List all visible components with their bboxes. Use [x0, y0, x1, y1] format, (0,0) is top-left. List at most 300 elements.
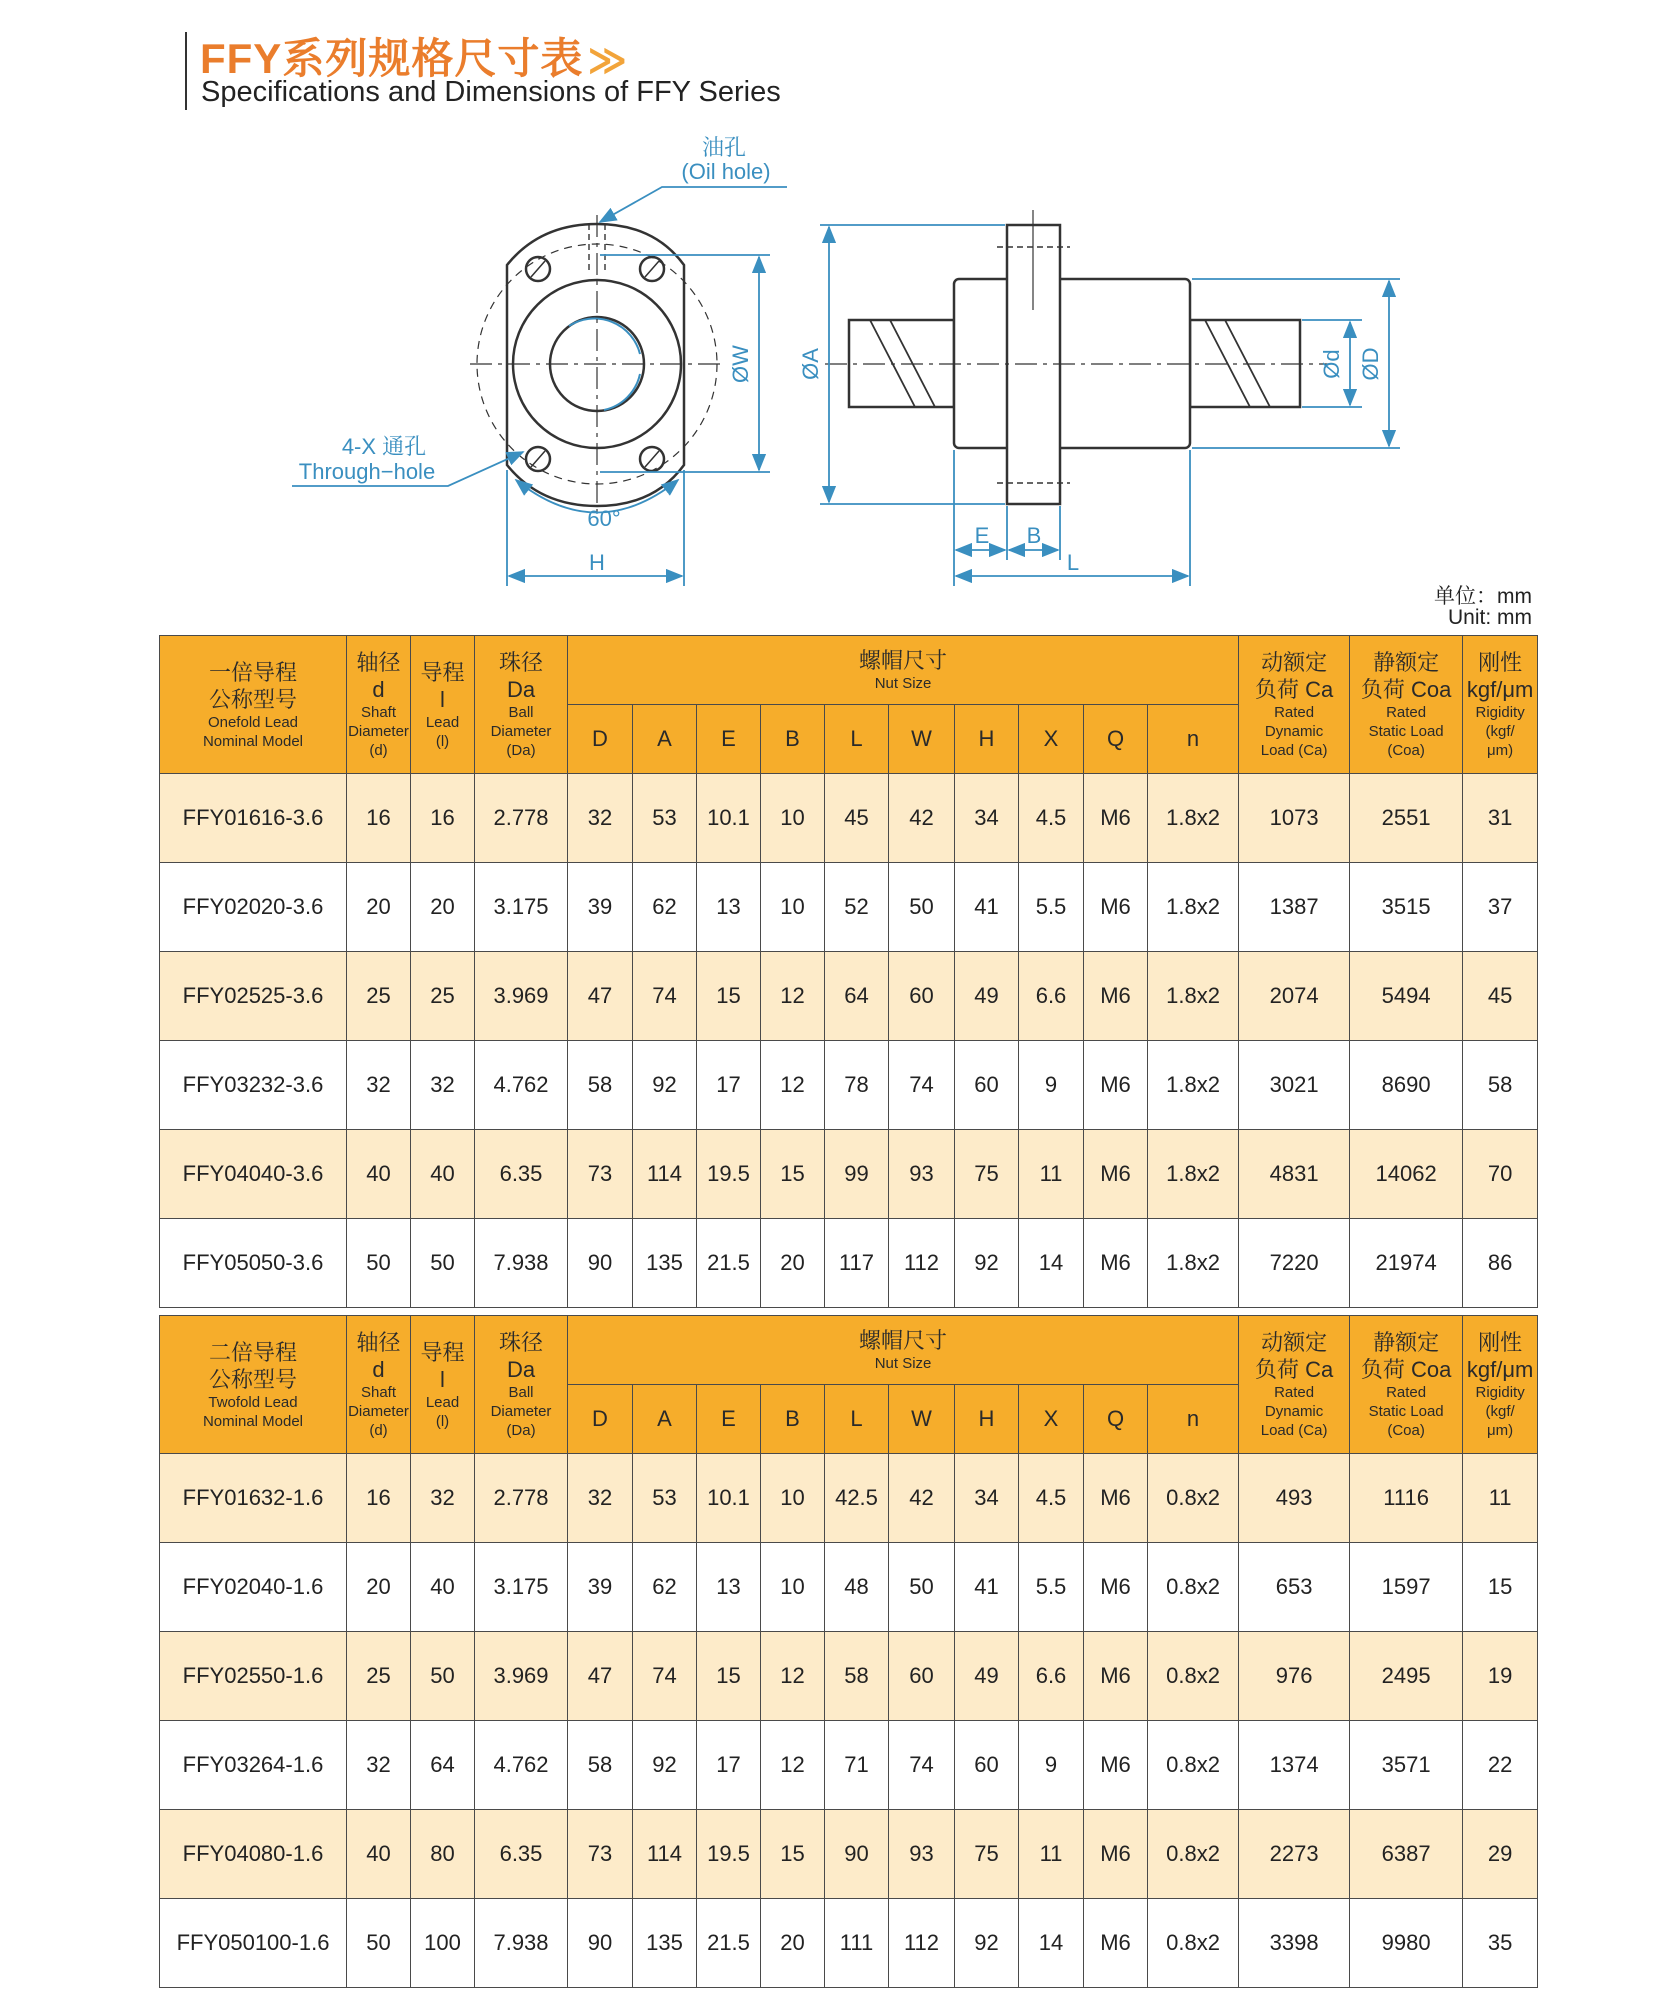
value-cell: 14 — [1019, 1219, 1084, 1308]
value-cell: 73 — [568, 1810, 633, 1899]
value-cell: 1073 — [1239, 774, 1350, 863]
value-cell: 74 — [633, 952, 697, 1041]
table-row — [160, 774, 1538, 863]
value-cell: 60 — [889, 1632, 955, 1721]
value-cell: 47 — [568, 952, 633, 1041]
header-nut-size-label: 螺帽尺寸 — [859, 648, 948, 673]
value-cell: 58 — [568, 1041, 633, 1130]
value-cell: 14 — [1019, 1899, 1084, 1988]
model-cell: FFY02020-3.6 — [160, 863, 347, 952]
value-cell: 50 — [411, 1219, 475, 1308]
value-cell: 41 — [955, 1543, 1019, 1632]
header-dynamic-load-sublabel: Dynamic — [1264, 723, 1324, 740]
header-shaft-diameter-label: 轴径 — [356, 1330, 401, 1355]
value-cell: 32 — [568, 1454, 633, 1543]
header-static-load-sublabel: Rated — [1386, 1384, 1427, 1401]
header-rigidity-sublabel: μm) — [1487, 742, 1514, 759]
header-ball-diameter-sublabel: Diameter — [490, 723, 552, 740]
value-cell: 52 — [825, 863, 889, 952]
value-cell: 93 — [889, 1810, 955, 1899]
dim-L-label: L — [1066, 550, 1080, 575]
value-cell: 493 — [1239, 1454, 1350, 1543]
value-cell: 40 — [347, 1130, 411, 1219]
value-cell: 2273 — [1239, 1810, 1350, 1899]
model-cell: FFY02040-1.6 — [160, 1543, 347, 1632]
header-ball-diameter-sublabel: Diameter — [490, 1403, 552, 1420]
value-cell: 4.762 — [475, 1721, 568, 1810]
header-static-load-sublabel: Static Load — [1368, 1403, 1444, 1420]
header-shaft-diameter-sublabel: (d) — [369, 742, 388, 759]
header-row — [160, 636, 1538, 705]
header-shaft-diameter-label: d — [372, 677, 385, 702]
front-view — [470, 215, 725, 516]
value-cell: 58 — [1463, 1041, 1538, 1130]
value-cell: M6 — [1084, 1632, 1148, 1721]
value-cell: 34 — [955, 774, 1019, 863]
header-nut-D: D — [568, 705, 633, 774]
value-cell: 47 — [568, 1632, 633, 1721]
value-cell: 3021 — [1239, 1041, 1350, 1130]
value-cell: 15 — [697, 1632, 761, 1721]
value-cell: 64 — [411, 1721, 475, 1810]
value-cell: M6 — [1084, 1041, 1148, 1130]
header-nut-L: L — [825, 705, 889, 774]
spec-table-twofold — [159, 1315, 1538, 1988]
header-rigidity-sublabel: (kgf/ — [1485, 723, 1515, 740]
model-cell: FFY02525-3.6 — [160, 952, 347, 1041]
unit-label-en: Unit: mm — [1448, 606, 1532, 629]
header-model-sublabel: Nominal Model — [202, 1412, 304, 1430]
value-cell: M6 — [1084, 774, 1148, 863]
value-cell: 50 — [347, 1219, 411, 1308]
value-cell: 20 — [347, 863, 411, 952]
header-dynamic-load-label: 动额定 — [1261, 1330, 1328, 1355]
value-cell: 49 — [955, 952, 1019, 1041]
header-static-load — [1350, 636, 1463, 774]
value-cell: 49 — [955, 1632, 1019, 1721]
value-cell: 70 — [1463, 1130, 1538, 1219]
value-cell: 86 — [1463, 1219, 1538, 1308]
value-cell: 20 — [347, 1543, 411, 1632]
value-cell: 16 — [347, 1454, 411, 1543]
header-static-load-label: 负荷 Coa — [1360, 1357, 1452, 1382]
value-cell: 60 — [955, 1041, 1019, 1130]
header-nut-A: A — [633, 705, 697, 774]
header-dynamic-load-sublabel: Rated — [1274, 1384, 1315, 1401]
header-rigidity — [1463, 1316, 1538, 1454]
value-cell: M6 — [1084, 1130, 1148, 1219]
value-cell: 48 — [825, 1543, 889, 1632]
value-cell: 53 — [633, 1454, 697, 1543]
header-dynamic-load-sublabel: Dynamic — [1264, 1403, 1324, 1420]
value-cell: 21974 — [1350, 1219, 1463, 1308]
header-ball-diameter-label: 珠径 — [498, 1330, 543, 1355]
value-cell: 11 — [1019, 1130, 1084, 1219]
value-cell: 42 — [889, 1454, 955, 1543]
value-cell: 3.969 — [475, 1632, 568, 1721]
value-cell: 10 — [761, 774, 825, 863]
header-nut-L: L — [825, 1385, 889, 1454]
value-cell: 11 — [1463, 1454, 1538, 1543]
value-cell: 1597 — [1350, 1543, 1463, 1632]
table-row — [160, 1721, 1538, 1810]
header-nut-W: W — [889, 705, 955, 774]
value-cell: 3.175 — [475, 863, 568, 952]
value-cell: 1116 — [1350, 1454, 1463, 1543]
dim-D-label: ØD — [1358, 347, 1383, 381]
value-cell: 37 — [1463, 863, 1538, 952]
value-cell: 12 — [761, 1632, 825, 1721]
table-row — [160, 1810, 1538, 1899]
value-cell: 75 — [955, 1810, 1019, 1899]
value-cell: M6 — [1084, 1454, 1148, 1543]
header-ball-diameter — [475, 1316, 568, 1454]
value-cell: 92 — [633, 1041, 697, 1130]
value-cell: 1374 — [1239, 1721, 1350, 1810]
value-cell: 2.778 — [475, 774, 568, 863]
value-cell: 0.8x2 — [1148, 1454, 1239, 1543]
header-dynamic-load-sublabel: Load (Ca) — [1260, 1422, 1328, 1439]
value-cell: 20 — [761, 1899, 825, 1988]
value-cell: M6 — [1084, 1899, 1148, 1988]
model-cell: FFY01632-1.6 — [160, 1454, 347, 1543]
value-cell: 20 — [411, 863, 475, 952]
value-cell: 3398 — [1239, 1899, 1350, 1988]
header-static-load — [1350, 1316, 1463, 1454]
value-cell: 6387 — [1350, 1810, 1463, 1899]
table-row — [160, 863, 1538, 952]
header-nut-size-label: 螺帽尺寸 — [859, 1328, 948, 1353]
value-cell: M6 — [1084, 1543, 1148, 1632]
value-cell: 50 — [411, 1632, 475, 1721]
header-ball-diameter-label: Da — [506, 1357, 536, 1382]
header-lead — [411, 1316, 475, 1454]
header-nut-H: H — [955, 705, 1019, 774]
value-cell: 31 — [1463, 774, 1538, 863]
value-cell: 3515 — [1350, 863, 1463, 952]
model-cell: FFY03232-3.6 — [160, 1041, 347, 1130]
value-cell: 13 — [697, 863, 761, 952]
header-rigidity-label: kgf/μm — [1466, 677, 1534, 702]
header-static-load-label: 静额定 — [1373, 1330, 1440, 1355]
header-nut-A: A — [633, 1385, 697, 1454]
header-model-sublabel: Nominal Model — [202, 732, 304, 750]
table-row — [160, 1454, 1538, 1543]
header-rigidity-label: 刚性 — [1478, 1330, 1523, 1355]
value-cell: 11 — [1019, 1810, 1084, 1899]
value-cell: 42 — [889, 774, 955, 863]
header-nut-size — [568, 636, 1239, 705]
value-cell: 112 — [889, 1219, 955, 1308]
dim-W-label: ØW — [728, 345, 753, 383]
value-cell: 71 — [825, 1721, 889, 1810]
value-cell: 17 — [697, 1041, 761, 1130]
value-cell: 25 — [347, 1632, 411, 1721]
header-lead-sublabel: Lead — [425, 713, 460, 731]
value-cell: 73 — [568, 1130, 633, 1219]
value-cell: 10.1 — [697, 1454, 761, 1543]
value-cell: 62 — [633, 863, 697, 952]
header-lead-label: 导程 — [420, 659, 465, 685]
value-cell: 7.938 — [475, 1219, 568, 1308]
value-cell: 19 — [1463, 1632, 1538, 1721]
value-cell: 5494 — [1350, 952, 1463, 1041]
header-static-load-sublabel: (Coa) — [1387, 742, 1425, 759]
value-cell: 90 — [568, 1899, 633, 1988]
value-cell: 80 — [411, 1810, 475, 1899]
value-cell: 19.5 — [697, 1130, 761, 1219]
header-shaft-diameter — [347, 1316, 411, 1454]
header-rigidity-sublabel: Rigidity — [1475, 704, 1525, 721]
header-nut-B: B — [761, 1385, 825, 1454]
value-cell: 34 — [955, 1454, 1019, 1543]
header-ball-diameter-label: Da — [506, 677, 536, 702]
value-cell: 0.8x2 — [1148, 1632, 1239, 1721]
header-static-load-sublabel: Rated — [1386, 704, 1427, 721]
model-cell: FFY04080-1.6 — [160, 1810, 347, 1899]
value-cell: M6 — [1084, 1810, 1148, 1899]
value-cell: 45 — [825, 774, 889, 863]
value-cell: 1.8x2 — [1148, 952, 1239, 1041]
header-model-label: 一倍导程 — [208, 659, 297, 685]
value-cell: 16 — [411, 774, 475, 863]
header-row — [160, 1316, 1538, 1385]
header-lead-label: 导程 — [420, 1339, 465, 1365]
through-hole-label-cn: 4-X 通孔 — [341, 434, 427, 459]
value-cell: 1.8x2 — [1148, 774, 1239, 863]
header-shaft-diameter-label: 轴径 — [356, 650, 401, 675]
value-cell: 32 — [347, 1041, 411, 1130]
header-nut-n: n — [1148, 705, 1239, 774]
value-cell: M6 — [1084, 863, 1148, 952]
value-cell: 10 — [761, 1454, 825, 1543]
side-view — [825, 210, 1330, 504]
value-cell: 20 — [761, 1219, 825, 1308]
header-ball-diameter-sublabel: Ball — [508, 1384, 534, 1401]
value-cell: 9 — [1019, 1041, 1084, 1130]
value-cell: 29 — [1463, 1810, 1538, 1899]
header-nut-E: E — [697, 1385, 761, 1454]
header-static-load-sublabel: (Coa) — [1387, 1422, 1425, 1439]
header-model — [160, 636, 347, 774]
value-cell: 32 — [568, 774, 633, 863]
header-lead-label: l — [440, 686, 445, 712]
value-cell: 40 — [411, 1130, 475, 1219]
title-text: FFY系列规格尺寸表 — [200, 35, 584, 82]
header-dynamic-load — [1239, 1316, 1350, 1454]
value-cell: 7220 — [1239, 1219, 1350, 1308]
value-cell: 21.5 — [697, 1219, 761, 1308]
value-cell: 14062 — [1350, 1130, 1463, 1219]
value-cell: 6.35 — [475, 1810, 568, 1899]
dim-B-label: B — [1026, 523, 1042, 548]
header-rigidity-sublabel: Rigidity — [1475, 1384, 1525, 1401]
value-cell: M6 — [1084, 1721, 1148, 1810]
value-cell: 32 — [347, 1721, 411, 1810]
value-cell: 2.778 — [475, 1454, 568, 1543]
header-lead-label: l — [440, 1366, 445, 1392]
header-shaft-diameter-label: d — [372, 1357, 385, 1382]
value-cell: 90 — [568, 1219, 633, 1308]
value-cell: 92 — [955, 1899, 1019, 1988]
value-cell: 2495 — [1350, 1632, 1463, 1721]
dim-E-label: E — [974, 523, 990, 548]
header-ball-diameter-label: 珠径 — [498, 650, 543, 675]
header-nut-size-sublabel: Nut Size — [874, 1355, 932, 1372]
nut-dimension-drawing — [0, 120, 1665, 600]
dim-A-label: ØA — [798, 348, 823, 380]
value-cell: 4.5 — [1019, 1454, 1084, 1543]
value-cell: 15 — [1463, 1543, 1538, 1632]
value-cell: 10 — [761, 1543, 825, 1632]
value-cell: 6.6 — [1019, 1632, 1084, 1721]
value-cell: 4.762 — [475, 1041, 568, 1130]
header-model-sublabel: Twofold Lead — [208, 1393, 298, 1411]
value-cell: 35 — [1463, 1899, 1538, 1988]
header-nut-E: E — [697, 705, 761, 774]
model-cell: FFY03264-1.6 — [160, 1721, 347, 1810]
value-cell: 5.5 — [1019, 863, 1084, 952]
page-subtitle: Specifications and Dimensions of FFY Series — [201, 76, 781, 108]
value-cell: 62 — [633, 1543, 697, 1632]
value-cell: 50 — [347, 1899, 411, 1988]
value-cell: 653 — [1239, 1543, 1350, 1632]
table-row — [160, 952, 1538, 1041]
value-cell: 3.175 — [475, 1543, 568, 1632]
value-cell: 60 — [889, 952, 955, 1041]
value-cell: 10.1 — [697, 774, 761, 863]
table-row — [160, 1543, 1538, 1632]
value-cell: 8690 — [1350, 1041, 1463, 1130]
value-cell: 32 — [411, 1454, 475, 1543]
value-cell: 112 — [889, 1899, 955, 1988]
header-ball-diameter-sublabel: Ball — [508, 704, 534, 721]
value-cell: 4831 — [1239, 1130, 1350, 1219]
value-cell: M6 — [1084, 1219, 1148, 1308]
value-cell: 32 — [411, 1041, 475, 1130]
table-row — [160, 1899, 1538, 1988]
header-rigidity-sublabel: (kgf/ — [1485, 1403, 1515, 1420]
header-shaft-diameter-sublabel: Diameter — [348, 723, 409, 740]
header-nut-B: B — [761, 705, 825, 774]
value-cell: 4.5 — [1019, 774, 1084, 863]
header-static-load-sublabel: Static Load — [1368, 723, 1444, 740]
value-cell: 6.35 — [475, 1130, 568, 1219]
value-cell: 114 — [633, 1130, 697, 1219]
oil-hole-label-cn: 油孔 — [701, 135, 747, 160]
value-cell: 22 — [1463, 1721, 1538, 1810]
header-lead-sublabel: (l) — [435, 1412, 450, 1430]
value-cell: 976 — [1239, 1632, 1350, 1721]
table-row — [160, 1219, 1538, 1308]
header-nut-size — [568, 1316, 1239, 1385]
value-cell: 117 — [825, 1219, 889, 1308]
model-cell: FFY05050-3.6 — [160, 1219, 347, 1308]
header-ball-diameter-sublabel: (Da) — [506, 742, 536, 759]
header-model-label: 公称型号 — [208, 1366, 297, 1392]
value-cell: M6 — [1084, 952, 1148, 1041]
value-cell: 39 — [568, 863, 633, 952]
header-ball-diameter — [475, 636, 568, 774]
header-rigidity-label: 刚性 — [1478, 650, 1523, 675]
header-ball-diameter-sublabel: (Da) — [506, 1422, 536, 1439]
value-cell: 15 — [761, 1810, 825, 1899]
value-cell: 25 — [347, 952, 411, 1041]
value-cell: 78 — [825, 1041, 889, 1130]
through-hole-label-en: Through−hole — [298, 459, 436, 484]
value-cell: 3571 — [1350, 1721, 1463, 1810]
header-nut-Q: Q — [1084, 1385, 1148, 1454]
value-cell: 19.5 — [697, 1810, 761, 1899]
header-static-load-label: 负荷 Coa — [1360, 677, 1452, 702]
value-cell: 90 — [825, 1810, 889, 1899]
table-row — [160, 1130, 1538, 1219]
header-dynamic-load-sublabel: Rated — [1274, 704, 1315, 721]
value-cell: 12 — [761, 1041, 825, 1130]
value-cell: 50 — [889, 863, 955, 952]
value-cell: 1.8x2 — [1148, 1219, 1239, 1308]
value-cell: 0.8x2 — [1148, 1810, 1239, 1899]
header-rigidity-label: kgf/μm — [1466, 1357, 1534, 1382]
header-shaft-diameter-sublabel: (d) — [369, 1422, 388, 1439]
value-cell: 21.5 — [697, 1899, 761, 1988]
angle-label: 60° — [587, 506, 621, 531]
value-cell: 99 — [825, 1130, 889, 1219]
table-row — [160, 1632, 1538, 1721]
value-cell: 17 — [697, 1721, 761, 1810]
header-nut-W: W — [889, 1385, 955, 1454]
value-cell: 1387 — [1239, 863, 1350, 952]
value-cell: 13 — [697, 1543, 761, 1632]
header-dynamic-load-label: 动额定 — [1261, 650, 1328, 675]
value-cell: 42.5 — [825, 1454, 889, 1543]
value-cell: 75 — [955, 1130, 1019, 1219]
value-cell: 40 — [411, 1543, 475, 1632]
value-cell: 40 — [347, 1810, 411, 1899]
value-cell: 100 — [411, 1899, 475, 1988]
header-lead — [411, 636, 475, 774]
unit-label-cn: 单位：mm — [1434, 585, 1532, 608]
dim-d-label: Ød — [1319, 349, 1344, 379]
value-cell: 45 — [1463, 952, 1538, 1041]
value-cell: 9980 — [1350, 1899, 1463, 1988]
header-nut-Q: Q — [1084, 705, 1148, 774]
value-cell: 0.8x2 — [1148, 1899, 1239, 1988]
value-cell: 5.5 — [1019, 1543, 1084, 1632]
model-cell: FFY050100-1.6 — [160, 1899, 347, 1988]
header-shaft-diameter-sublabel: Diameter — [348, 1403, 409, 1420]
header-model-sublabel: Onefold Lead — [207, 713, 299, 731]
double-chevron-icon: ≫ — [587, 40, 629, 82]
value-cell: 111 — [825, 1899, 889, 1988]
value-cell: 92 — [955, 1219, 1019, 1308]
header-dynamic-load-sublabel: Load (Ca) — [1260, 742, 1328, 759]
model-cell: FFY04040-3.6 — [160, 1130, 347, 1219]
value-cell: 74 — [633, 1632, 697, 1721]
value-cell: 53 — [633, 774, 697, 863]
header-lead-sublabel: Lead — [425, 1393, 460, 1411]
value-cell: 74 — [889, 1721, 955, 1810]
value-cell: 0.8x2 — [1148, 1721, 1239, 1810]
header-nut-X: X — [1019, 705, 1084, 774]
header-dynamic-load-label: 负荷 Ca — [1254, 1357, 1334, 1382]
header-shaft-diameter — [347, 636, 411, 774]
value-cell: 16 — [347, 774, 411, 863]
header-static-load-label: 静额定 — [1373, 650, 1440, 675]
title-divider — [185, 32, 187, 110]
table-row — [160, 1041, 1538, 1130]
header-dynamic-load — [1239, 636, 1350, 774]
